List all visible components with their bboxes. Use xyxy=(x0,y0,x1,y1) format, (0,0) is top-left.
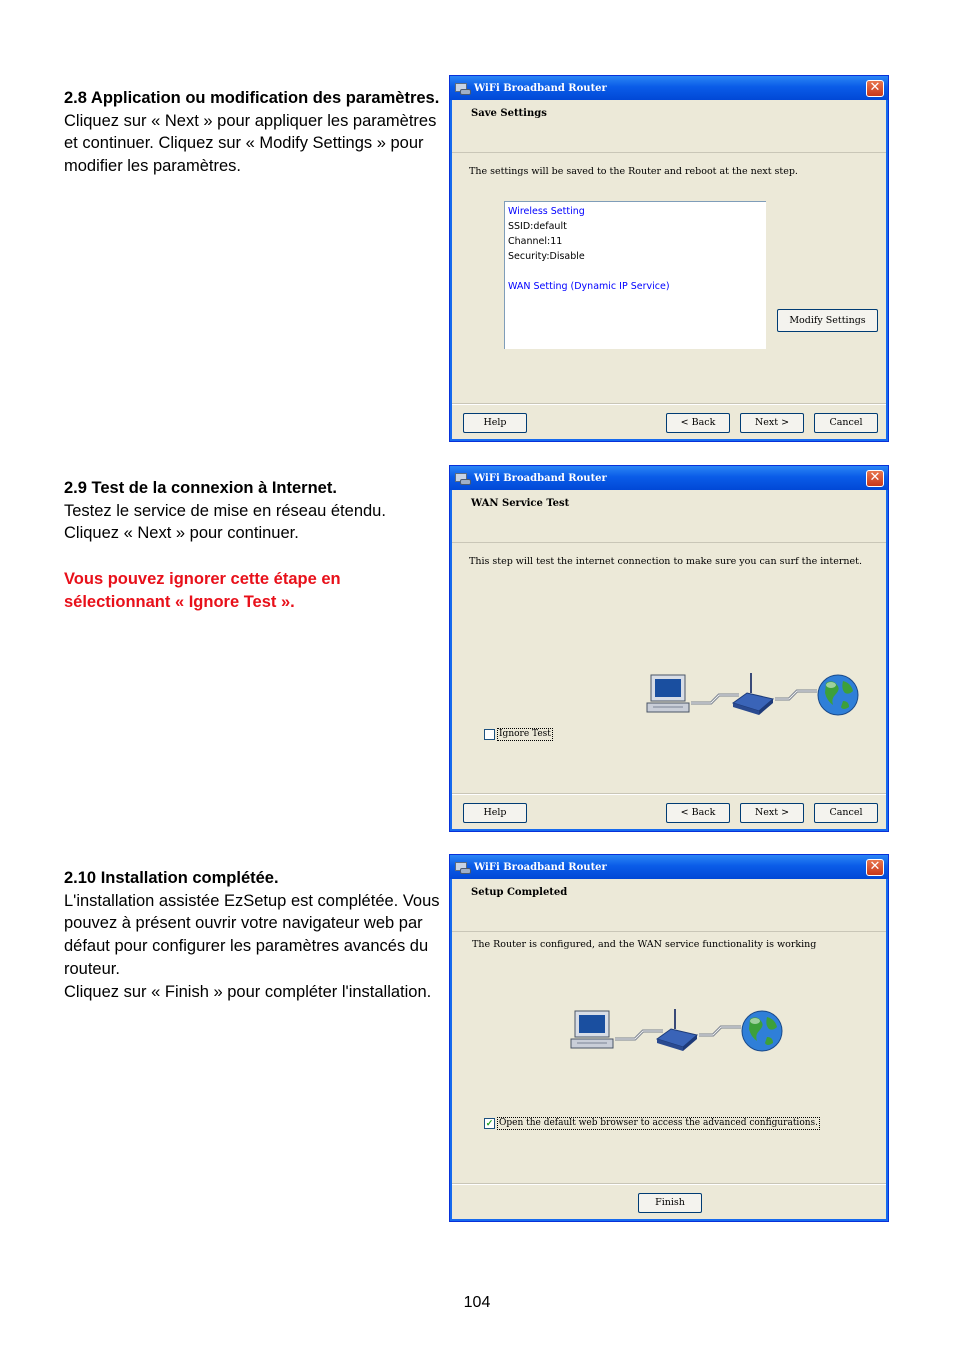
ignore-test-checkbox[interactable] xyxy=(484,729,495,740)
help-button[interactable]: Help xyxy=(463,803,527,823)
wan-service-test-dialog xyxy=(449,465,889,832)
ssid-line: SSID:default xyxy=(508,221,567,232)
finish-button[interactable]: Finish xyxy=(638,1193,702,1213)
wan-setting-heading: WAN Setting (Dynamic IP Service) xyxy=(508,281,670,292)
page-number: 104 xyxy=(463,1294,491,1311)
cable-icon xyxy=(699,1027,741,1035)
save-settings-dialog xyxy=(449,75,889,442)
next-button[interactable]: Next > xyxy=(740,803,804,823)
computer-icon xyxy=(647,675,689,712)
back-button[interactable]: < Back xyxy=(666,803,730,823)
wizard-header-title: WAN Service Test xyxy=(471,498,570,509)
next-button[interactable]: Next > xyxy=(740,413,804,433)
ignore-test-label[interactable]: Ignore Test xyxy=(499,729,551,739)
window-title: WiFi Broadband Router xyxy=(474,861,607,873)
section-2-9-text xyxy=(64,477,442,613)
cable-icon xyxy=(691,695,739,703)
window-title: WiFi Broadband Router xyxy=(474,82,607,94)
modify-settings-button[interactable]: Modify Settings xyxy=(777,309,878,332)
footer-divider xyxy=(452,793,886,795)
section-2-10-text xyxy=(64,867,442,1003)
open-browser-label[interactable]: Open the default web browser to access the advanced configurations. xyxy=(499,1118,819,1128)
computer-icon xyxy=(571,1011,613,1048)
cable-icon xyxy=(615,1031,663,1039)
window-app-icon xyxy=(454,81,470,95)
help-button[interactable]: Help xyxy=(463,413,527,433)
section-body: Testez le service de mise en réseau étendu. Cliquez « Next » pour continuer. xyxy=(64,501,386,543)
cable-icon xyxy=(775,691,817,699)
window-app-icon xyxy=(454,471,470,485)
section-body: Cliquez sur « Finish » pour compléter l'installation. xyxy=(64,982,432,1001)
wizard-header xyxy=(452,879,886,932)
globe-icon xyxy=(818,675,858,715)
window-app-icon xyxy=(454,860,470,874)
footer-divider xyxy=(452,1183,886,1185)
window-title: WiFi Broadband Router xyxy=(474,472,607,484)
wireless-setting-heading: Wireless Setting xyxy=(508,206,585,217)
setup-completed-dialog xyxy=(449,854,889,1222)
footer-divider xyxy=(452,403,886,405)
section-heading: 2.10 Installation complétée. xyxy=(64,869,279,887)
close-icon[interactable]: ✕ xyxy=(866,80,884,97)
security-line: Security:Disable xyxy=(508,251,585,262)
wizard-description: The settings will be saved to the Router and reboot at the next step. xyxy=(469,166,798,177)
section-heading: 2.9 Test de la connexion à Internet. xyxy=(64,479,337,497)
cancel-button[interactable]: Cancel xyxy=(814,803,878,823)
cancel-button[interactable]: Cancel xyxy=(814,413,878,433)
network-diagram xyxy=(645,669,861,721)
wizard-header-title: Save Settings xyxy=(471,108,547,119)
section-heading: 2.8 Application ou modification des paramètres. xyxy=(64,89,440,107)
settings-summary-box xyxy=(504,201,766,349)
close-icon[interactable]: ✕ xyxy=(866,470,884,487)
network-diagram xyxy=(569,1005,785,1057)
ignore-test-note: Vous pouvez ignorer cette étape en sélectionnant « Ignore Test ». xyxy=(64,569,341,611)
section-body: Cliquez sur « Next » pour appliquer les paramètres et continuer. Cliquez sur « Modify Settings » pour modifier les paramètres. xyxy=(64,111,437,176)
wizard-header xyxy=(452,490,886,543)
back-button[interactable]: < Back xyxy=(666,413,730,433)
section-body: L'installation assistée EzSetup est complétée. Vous pouvez à présent ouvrir votre navigateur web par défaut pour configurer les paramètres avancés du routeur. xyxy=(64,891,440,978)
wizard-header-title: Setup Completed xyxy=(471,887,568,898)
open-browser-checkbox[interactable]: ✓ xyxy=(485,1118,494,1128)
title-bar xyxy=(450,76,888,100)
wizard-description: The Router is configured, and the WAN service functionality is working xyxy=(472,939,817,950)
channel-line: Channel:11 xyxy=(508,236,563,247)
title-bar xyxy=(450,466,888,490)
title-bar xyxy=(450,855,888,879)
wizard-header xyxy=(452,100,886,153)
globe-icon xyxy=(742,1011,782,1051)
close-icon[interactable]: ✕ xyxy=(866,859,884,876)
section-2-8-text xyxy=(64,87,442,178)
wizard-description: This step will test the internet connection to make sure you can surf the internet. xyxy=(469,556,862,567)
